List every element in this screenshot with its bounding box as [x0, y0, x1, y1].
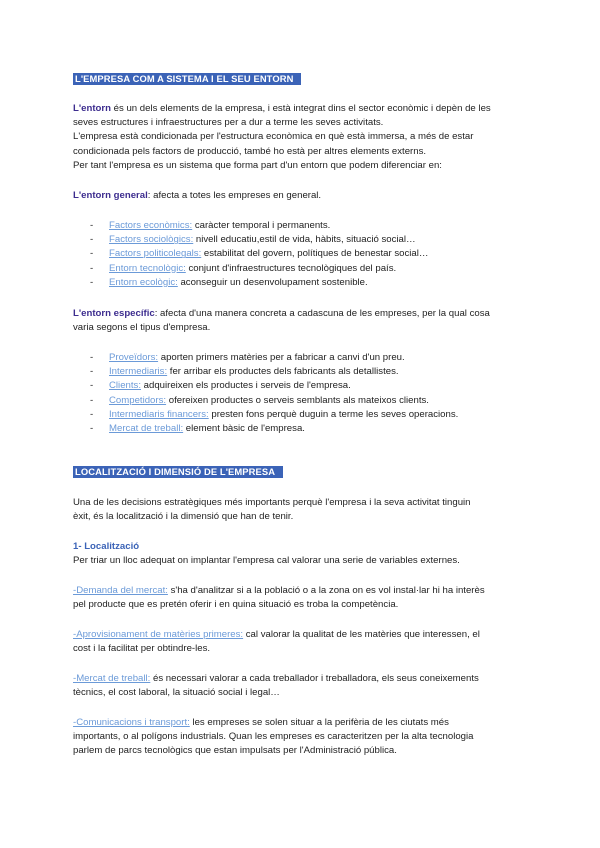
intro-line-1: [73, 102, 535, 116]
list-item: [73, 422, 535, 436]
link-competidors[interactable]: Competidors:: [109, 394, 167, 406]
link-proveidors[interactable]: Proveïdors:: [109, 352, 159, 363]
section-heading-entorn: L'EMPRESA COM A SISTEMA I EL SEU ENTORN: [73, 73, 301, 85]
entorn-especific-line-2: varia segons el tipus d'empresa.: [73, 322, 211, 334]
entorn-general-list: [73, 219, 535, 290]
list-item: [73, 408, 535, 422]
intro-line-5: Per tant l'empresa es un sistema que forma part d'un entorn que podem diferenciar en:: [73, 159, 442, 171]
factor-text: és necessari valorar a cada treballador i treballadora, els seus coneixements: [150, 673, 479, 684]
link-mercat-de-treball[interactable]: Mercat de treball:: [109, 423, 184, 435]
localitzacio-intro-line-1: Una de les decisions estratègiques més importants perquè l'empresa i la seva activitat tinguin: [73, 497, 471, 508]
list-item: [73, 351, 535, 365]
link-factors-politicolegals[interactable]: Factors politicolegals:: [109, 248, 202, 260]
localitzacio-intro: [73, 496, 535, 524]
link-intermediaris-financers[interactable]: Intermediaris financers:: [109, 408, 209, 420]
intro-text: és un dels elements de la empresa, i està integrat dins el sector econòmic i depèn de les: [111, 103, 491, 114]
list-item-text: aporten primers matèries per a fabricar a canvi d'un preu.: [158, 352, 405, 363]
list-item-text: fer arribar els productes dels fabricants als detallistes.: [167, 366, 399, 378]
list-item-text: presten fons perquè duguin a terme les seves operacions.: [208, 408, 459, 420]
list-item-text: nivell educatiu,estil de vida, hàbits, situació social…: [193, 234, 416, 246]
list-item: [73, 276, 535, 290]
localitzacio-intro-line-2: èxit, és la localització i la dimensió que han de tenir.: [73, 511, 294, 523]
factor-text-line-3: parlem de parcs tecnològics que estan impulsats per l'Administració pública.: [73, 745, 397, 757]
link-entorn-tecnologic[interactable]: Entorn tecnològic:: [109, 262, 186, 274]
entorn-general-paragraph: [73, 189, 535, 203]
list-item: [73, 379, 535, 393]
section-heading-localitzacio: LOCALITZACIÓ I DIMENSIÓ DE L'EMPRESA: [73, 466, 283, 478]
list-item-text: conjunt d'infraestructures tecnològiques del país.: [185, 262, 397, 274]
link-comunicacions-transport[interactable]: -Comunicacions i transport:: [73, 717, 190, 728]
subheading-localitzacio: 1- Localització: [73, 541, 140, 552]
entorn-general-text: : afecta a totes les empreses en general.: [147, 190, 322, 201]
list-item: [73, 233, 535, 247]
factor-mercat-treball: [73, 672, 535, 700]
link-factors-economics[interactable]: Factors econòmics:: [109, 220, 193, 231]
entorn-intro: [73, 102, 535, 173]
factor-text-line-2: tècnics, el cost laboral, la situació social i legal…: [73, 687, 280, 699]
list-item-text: ofereixen productes o serveis semblants als mateixos clients.: [166, 394, 429, 406]
list-item: [73, 219, 535, 233]
factor-text: les empreses se solen situar a la perifèria de les ciutats més: [189, 717, 449, 728]
list-item: [73, 247, 535, 261]
factor-text: s'ha d'analitzar si a la població o a la zona on es vol instal·lar hi ha interès: [167, 585, 485, 596]
link-demanda-del-mercat[interactable]: -Demanda del mercat:: [73, 585, 168, 596]
localitzacio-subsection: [73, 540, 535, 568]
term-entorn: L'entorn: [73, 103, 111, 114]
factor-aprovisionament: [73, 628, 535, 656]
term-entorn-general: L'entorn general: [73, 190, 148, 201]
factor-text: cal valorar la qualitat de les matèries que interessen, el: [243, 629, 480, 640]
localitzacio-sub-intro: Per triar un lloc adequat on implantar l'empresa cal valorar una serie de variables externes.: [73, 555, 460, 567]
link-intermediaris[interactable]: Intermediaris:: [109, 366, 168, 378]
link-factors-sociologics[interactable]: Factors sociològics:: [109, 234, 194, 246]
list-item-text: adquireixen els productes i serveis de l'empresa.: [141, 380, 351, 392]
intro-line-2: seves estructures i infraestructures per a dur a terme les seves activitats.: [73, 117, 384, 129]
link-mercat-treball-factor[interactable]: -Mercat de treball:: [73, 673, 151, 684]
factor-demanda: [73, 584, 535, 612]
term-entorn-especific: L'entorn específic: [73, 308, 155, 319]
factor-comunicacions: [73, 716, 535, 759]
factor-text-line-2: cost i la facilitat per obtindre-les.: [73, 643, 211, 655]
entorn-especific-paragraph: [73, 307, 535, 335]
link-aprovisionament[interactable]: -Aprovisionament de matèries primeres:: [73, 629, 244, 640]
intro-line-3: L'empresa està condicionada per l'estructura econòmica en què està immersa, a més de estar: [73, 131, 474, 143]
list-item-text: caràcter temporal i permanents.: [192, 220, 331, 231]
list-item: [73, 394, 535, 408]
list-item-text: aconseguir un desenvolupament sostenible.: [177, 276, 368, 288]
link-entorn-ecologic[interactable]: Entorn ecològic:: [109, 276, 178, 288]
factor-text-line-2: importants, o al polígons industrials. Quan les empreses es caracteritzen per la alta tecnologia: [73, 731, 474, 743]
intro-line-4: condicionada pels factors de producció, també ho està per altres elements externs.: [73, 145, 427, 157]
entorn-especific-list: [73, 351, 535, 436]
entorn-especific-text: : afecta d'una manera concreta a cadascuna de les empreses, per la qual cosa: [154, 308, 490, 319]
factor-text-line-2: pel producte que es pretén oferir i en quina situació es troba la competència.: [73, 599, 399, 611]
list-item: [73, 262, 535, 276]
list-item: [73, 365, 535, 379]
list-item-text: estabilitat del govern, polítiques de benestar social…: [201, 248, 429, 260]
link-clients[interactable]: Clients:: [109, 380, 141, 392]
list-item-text: element bàsic de l'empresa.: [183, 423, 305, 435]
